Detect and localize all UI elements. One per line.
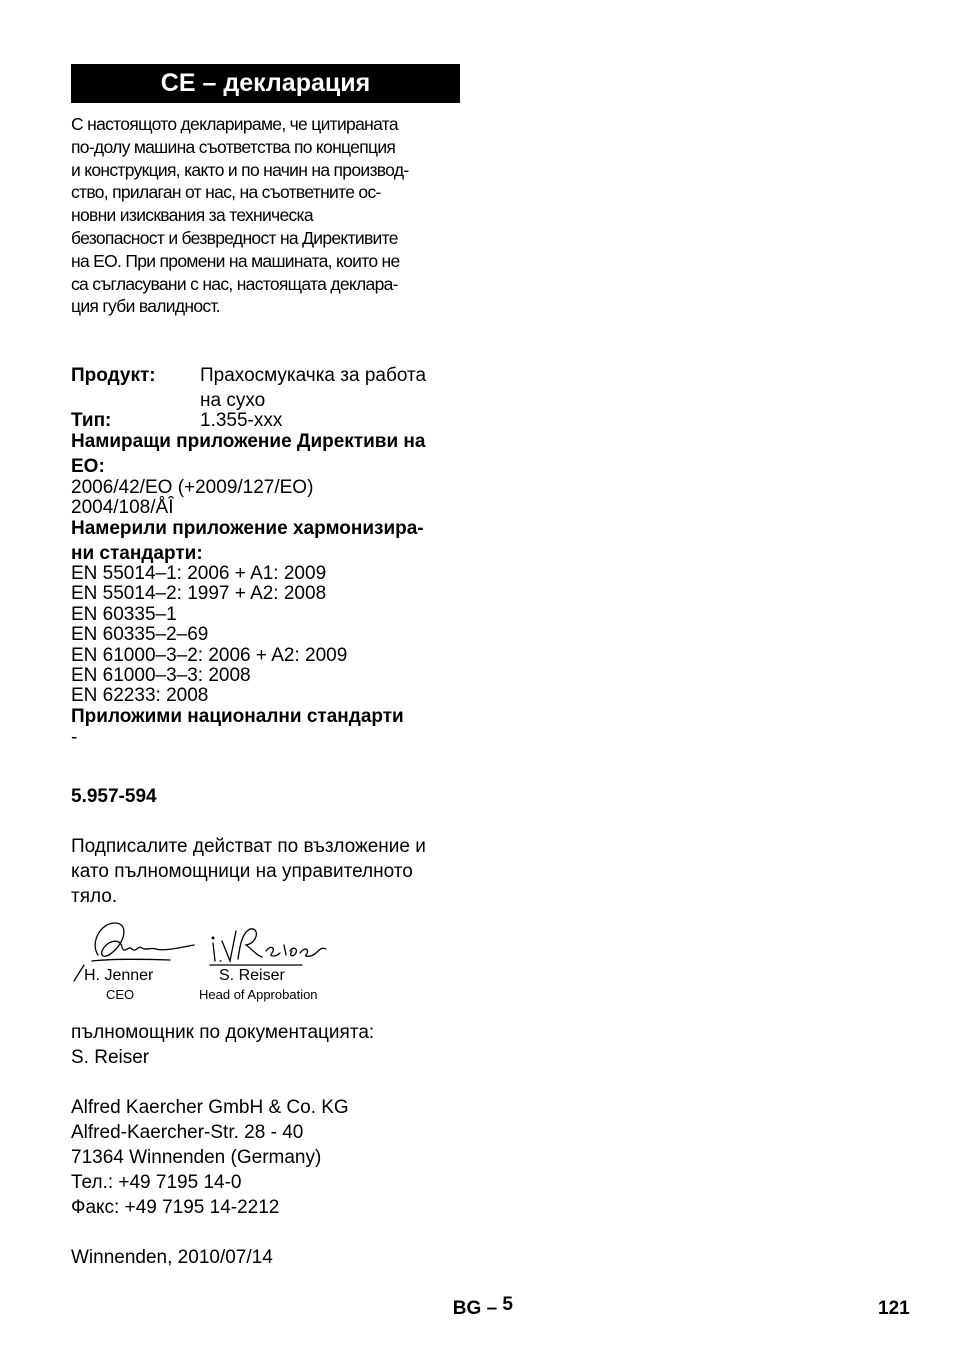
directive-item: 2004/108/ÅÎ (71, 497, 174, 518)
intro-line: на ЕО. При промени на машината, които не (71, 250, 400, 271)
footer-dash: – (486, 1298, 498, 1319)
intro-line: безопасност и безвредност на Директивите (71, 227, 398, 248)
signature-name: H. Jenner (84, 967, 154, 984)
intro-line: са съгласувани с нас, настоящата деклара- (71, 273, 398, 294)
product-label: Продукт: (71, 365, 156, 386)
harmonized-heading: ни стандарти: (71, 543, 203, 564)
product-value-line: на сухо (200, 390, 266, 411)
directives-heading: Намиращи приложение Директиви на (71, 431, 426, 452)
standard-item: EN 60335–2–69 (71, 624, 209, 645)
address-line: Тел.: +49 7195 14-0 (71, 1172, 242, 1193)
signatory-line: като пълномощници на управителното (71, 861, 413, 882)
intro-line: С настоящото декларираме, че цитираната (71, 114, 398, 134)
address-line: Alfred-Kaercher-Str. 28 - 40 (71, 1122, 304, 1143)
address-line: Факс: +49 7195 14-2212 (71, 1197, 280, 1218)
intro-line: и конструкция, както и по начин на производ- (71, 159, 409, 180)
signature-name: S. Reiser (219, 967, 285, 984)
standard-item: EN 62233: 2008 (71, 685, 209, 706)
national-value: - (71, 727, 78, 748)
address-line: Alfred Kaercher GmbH & Co. KG (71, 1097, 349, 1118)
doc-rep-label: пълномощник по документацията: (71, 1022, 375, 1043)
intro-line: по-долу машина съответства по концепция (71, 136, 396, 157)
address-line: 71364 Winnenden (Germany) (71, 1147, 322, 1168)
page-number: 121 (878, 1298, 910, 1319)
page-title: CE – декларация (71, 64, 460, 103)
intro-line: ция губи валидност. (71, 296, 220, 317)
product-value-line: Прахосмукачка за работа (200, 365, 427, 386)
footer-section-code: BG (452, 1298, 482, 1319)
standard-item: EN 61000–3–3: 2008 (71, 665, 251, 686)
signature-role: CEO (106, 987, 135, 1002)
signature-role: Head of Approbation (199, 987, 318, 1002)
signatory-line: Подписалите действат по възложение и (71, 836, 426, 857)
standard-item: EN 60335–1 (71, 604, 177, 625)
standard-item: EN 55014–2: 1997 + A2: 2008 (71, 583, 327, 604)
doc-rep-name: S. Reiser (71, 1047, 150, 1068)
directive-item: 2006/42/EO (+2009/127/EO) (71, 477, 314, 498)
national-heading: Приложими национални стандарти (71, 706, 404, 727)
type-label: Тип: (71, 410, 112, 431)
intro-paragraph (71, 113, 463, 318)
intro-line: ство, прилаган от нас, на съответните ос- (71, 182, 381, 203)
directives-heading: ЕО: (71, 456, 105, 477)
signatory-line: тяло. (71, 886, 118, 907)
footer-section-page: 5 (502, 1294, 513, 1315)
place-date: Winnenden, 2010/07/14 (71, 1247, 273, 1268)
document-number: 5.957-594 (71, 786, 157, 807)
standard-item: EN 55014–1: 2006 + A1: 2009 (71, 563, 327, 584)
harmonized-heading: Намерили приложение хармонизира- (71, 518, 424, 539)
intro-line: новни изисквания за техническа (71, 205, 313, 226)
type-value: 1.355-xxx (200, 410, 283, 431)
standard-item: EN 61000–3–2: 2006 + A2: 2009 (71, 645, 348, 666)
footer-section (452, 1294, 513, 1320)
